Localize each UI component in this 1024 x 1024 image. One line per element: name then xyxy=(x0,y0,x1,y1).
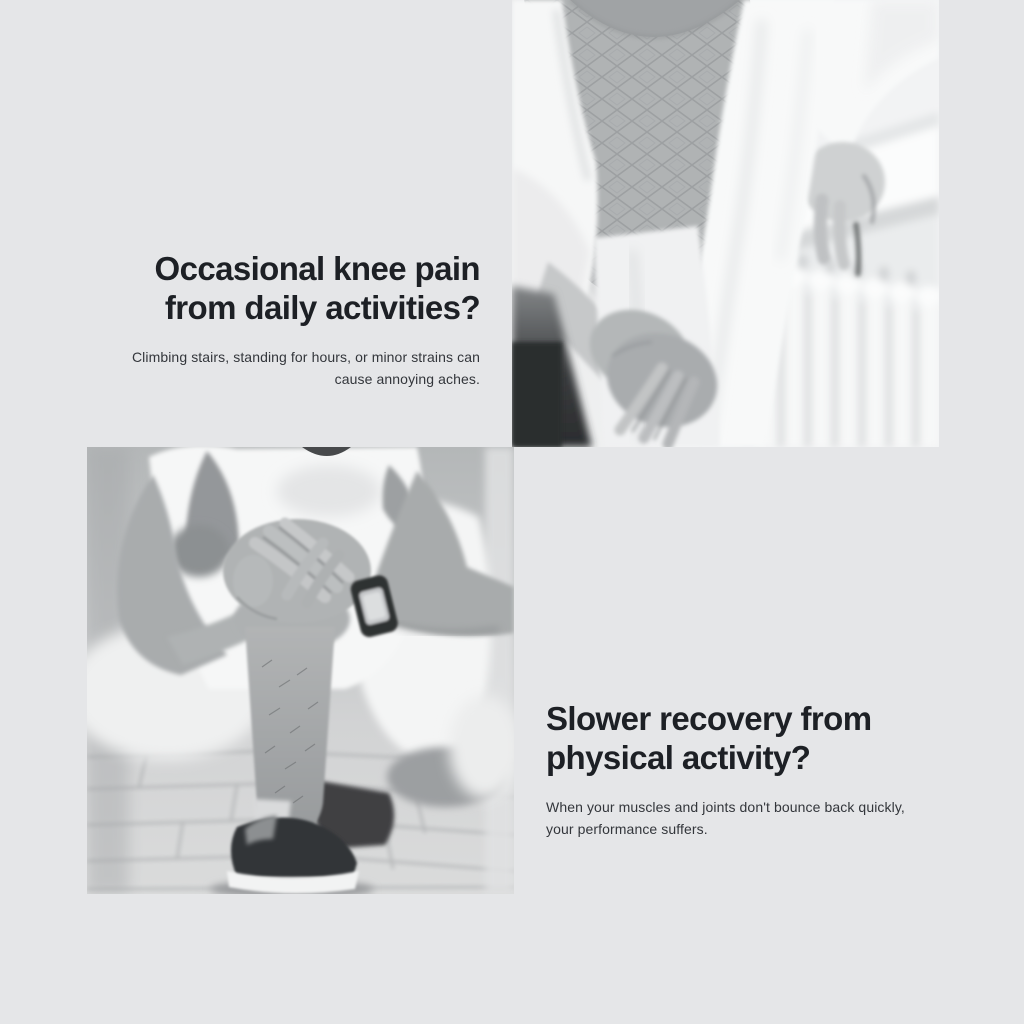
recovery-description-line-1: When your muscles and joints don't bounce back quickly, xyxy=(546,799,905,815)
knee-pain-description xyxy=(50,346,480,390)
recovery-description-line-2: your performance suffers. xyxy=(546,821,708,837)
recovery-heading-line-1: Slower recovery from xyxy=(546,700,872,737)
knee-pain-heading-line-2: from daily activities? xyxy=(164,289,480,326)
recovery-heading xyxy=(546,699,976,777)
knee-pain-description-line-1: Climbing stairs, standing for hours, or minor strains can xyxy=(131,349,480,365)
knee-pain-heading xyxy=(50,249,480,327)
knee-pain-text-block xyxy=(50,249,480,390)
recovery-description xyxy=(546,796,976,840)
recovery-heading-line-2: physical activity? xyxy=(546,739,811,776)
photo-woman-illustration xyxy=(512,0,939,447)
photo-woman-knee-railing xyxy=(512,0,939,447)
photo-man-crouching-knee xyxy=(87,447,514,894)
knee-pain-heading-line-1: Occasional knee pain xyxy=(154,250,480,287)
recovery-text-block xyxy=(546,699,976,840)
photo-man-illustration xyxy=(87,447,514,894)
knee-pain-description-line-2: cause annoying aches. xyxy=(334,371,480,387)
